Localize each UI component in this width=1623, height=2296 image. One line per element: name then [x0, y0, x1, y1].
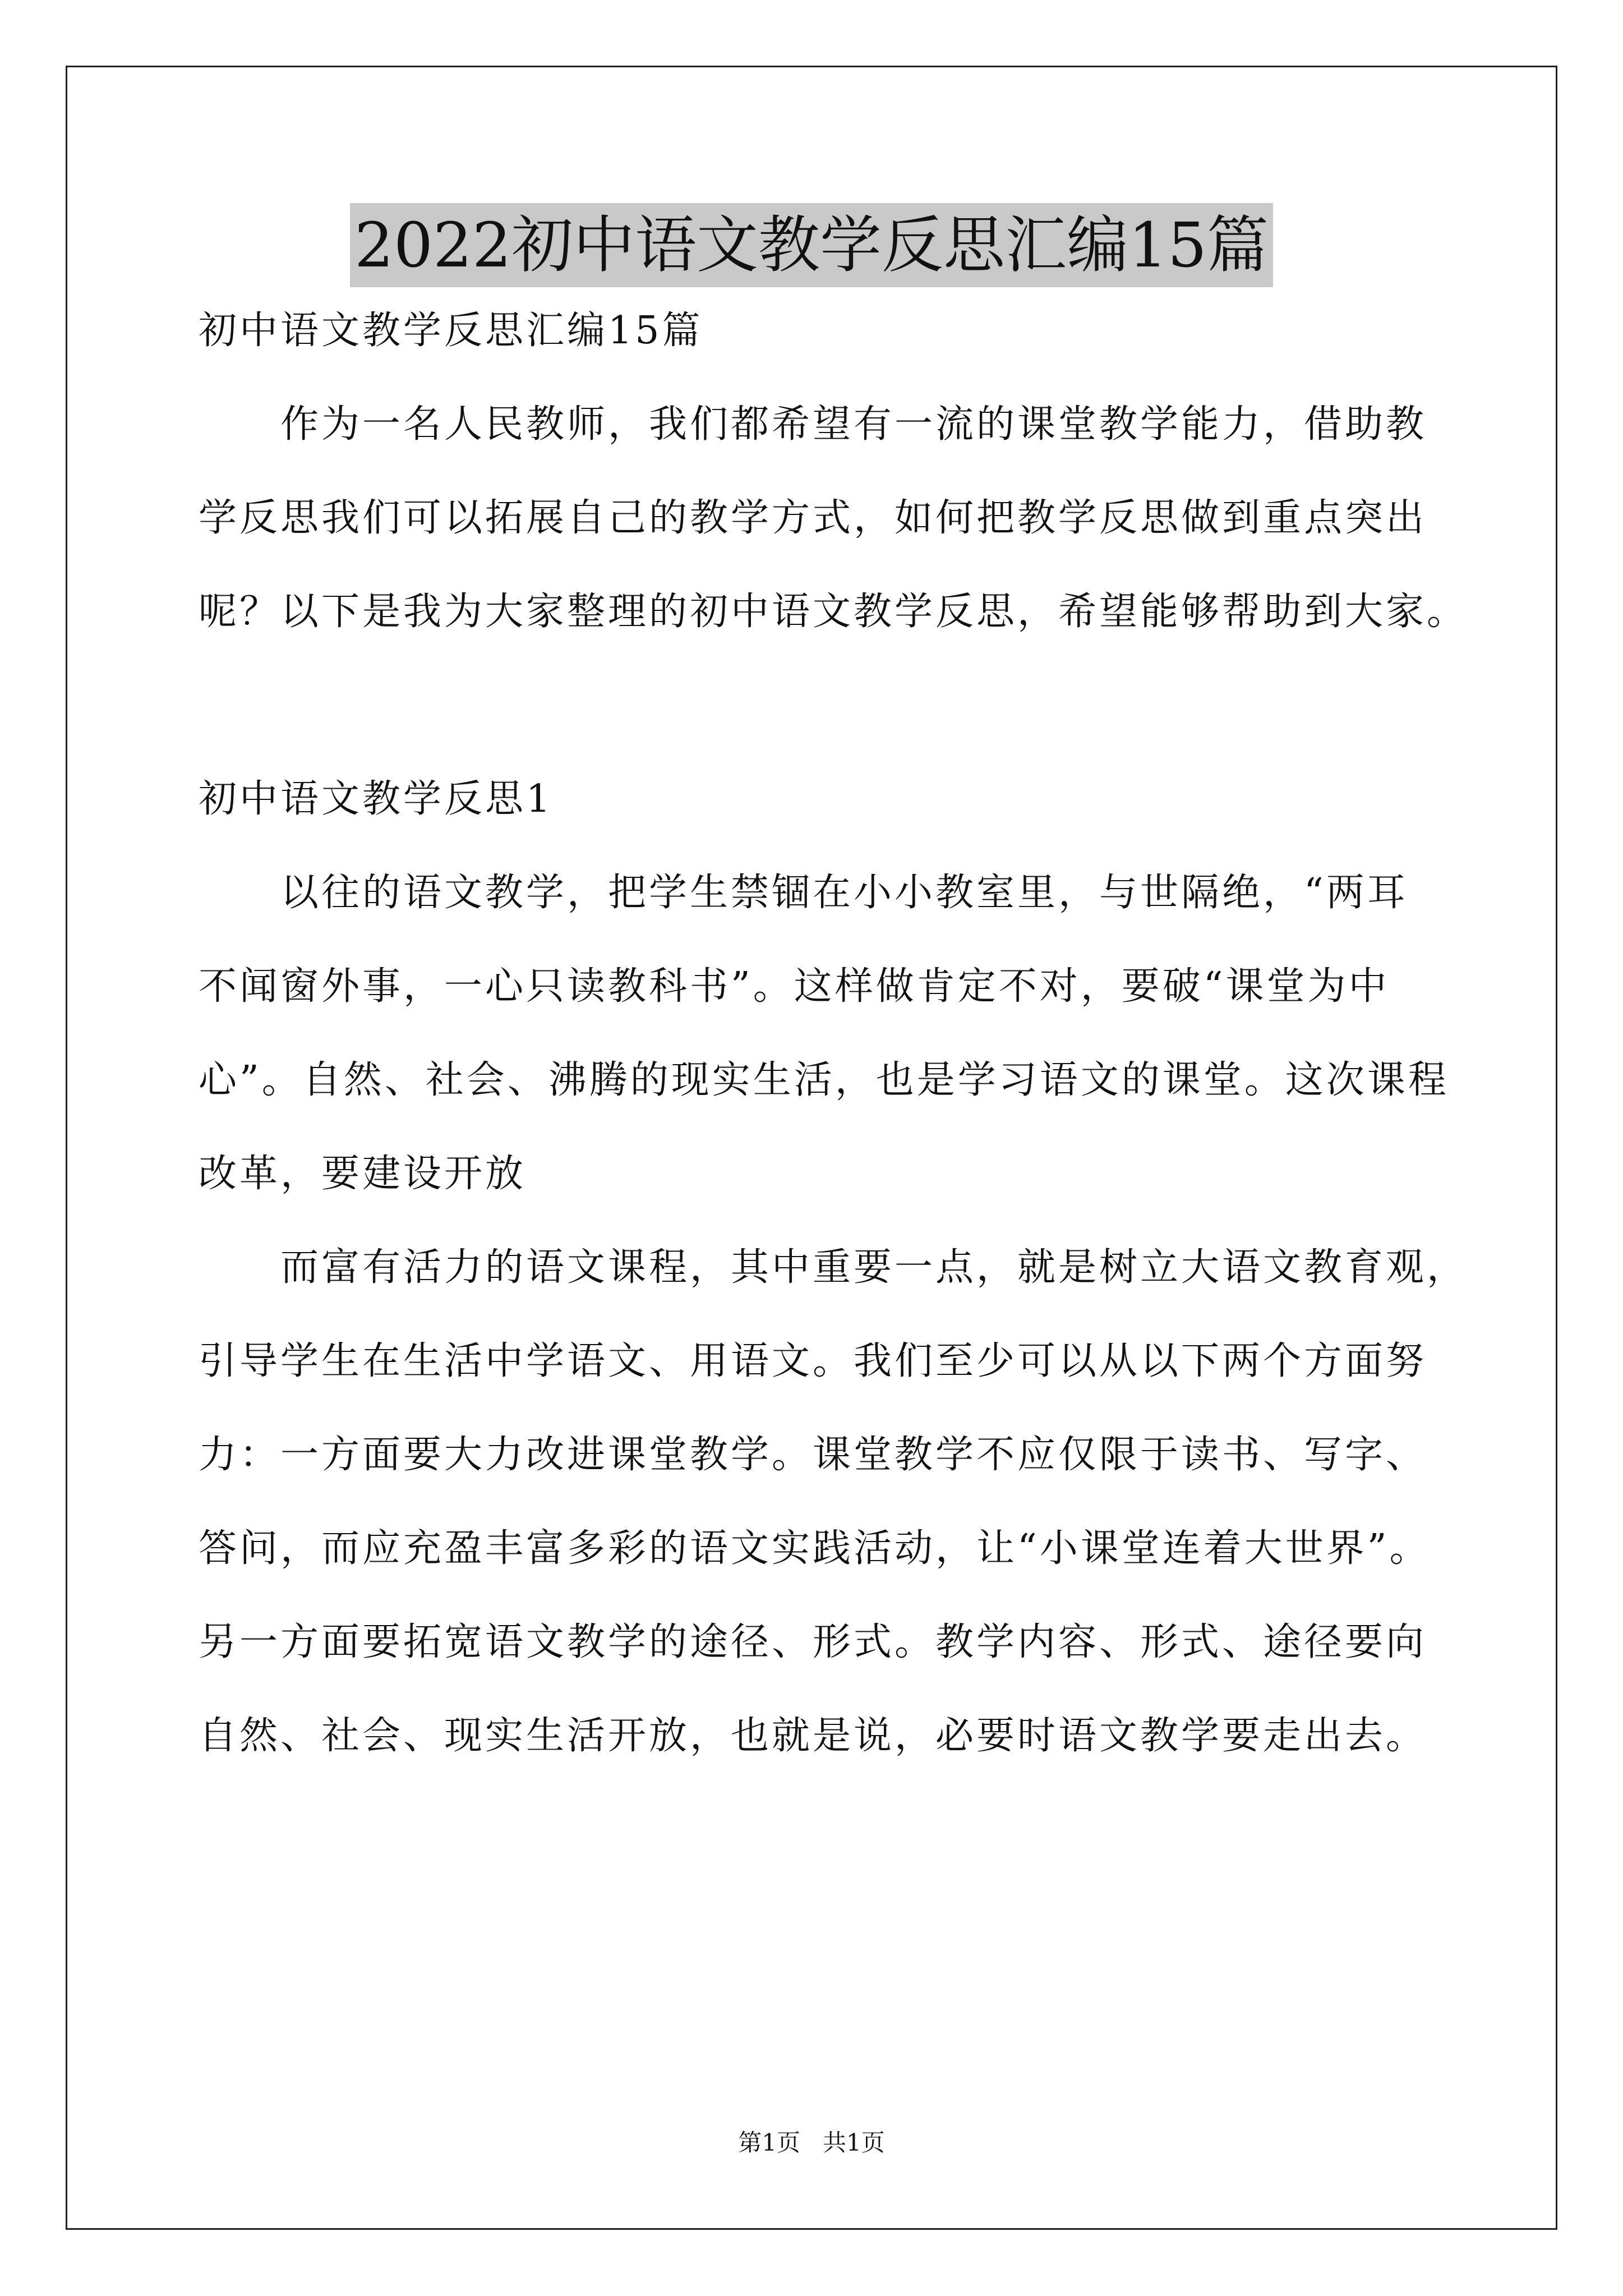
paragraph-line: 而富有活力的语文课程，其中重要一点，就是树立大语文教育观，	[280, 1245, 1468, 1290]
paragraph-line: 另一方面要拓宽语文教学的途径、形式。教学内容、形式、途径要向	[199, 1620, 1427, 1664]
paragraph-line: 不闻窗外事，一心只读教科书”。这样做肯定不对，要破“课堂为中	[199, 964, 1390, 1009]
paragraph-line: 答问，而应充盈丰富多彩的语文实践活动，让“小课堂连着大世界”。	[199, 1526, 1431, 1571]
page-number: 第1页	[738, 2129, 800, 2156]
paragraph-line: 心”。自然、社会、沸腾的现实生活，也是学习语文的课堂。这次课程	[199, 1058, 1449, 1102]
subtitle-line: 初中语文教学反思汇编15篇	[199, 309, 703, 353]
document-title: 2022初中语文教学反思汇编15篇	[350, 203, 1273, 287]
paragraph-line: 改革，要建设开放	[199, 1152, 527, 1196]
paragraph-line: 自然、社会、现实生活开放，也就是说，必要时语文教学要走出去。	[199, 1714, 1427, 1758]
paragraph-line: 以往的语文教学，把学生禁锢在小小教室里，与世隔绝，“两耳	[280, 871, 1408, 915]
page-footer	[0, 2126, 1623, 2160]
paragraph-line: 力：一方面要大力改进课堂教学。课堂教学不应仅限于读书、写字、	[199, 1433, 1427, 1477]
paragraph-line: 呢？以下是我为大家整理的初中语文教学反思，希望能够帮助到大家。	[199, 590, 1468, 634]
paragraph-line: 引导学生在生活中学语文、用语文。我们至少可以从以下两个方面努	[199, 1339, 1427, 1383]
paragraph-line: 学反思我们可以拓展自己的教学方式，如何把教学反思做到重点突出	[199, 496, 1427, 540]
section-heading: 初中语文教学反思1	[199, 777, 554, 821]
page-total: 共1页	[823, 2129, 885, 2156]
document-body	[199, 303, 1468, 1802]
section-spacer	[199, 678, 1430, 771]
title-wrap	[0, 203, 1623, 287]
paragraph-line: 作为一名人民教师，我们都希望有一流的课堂教学能力，借助教	[280, 402, 1427, 447]
